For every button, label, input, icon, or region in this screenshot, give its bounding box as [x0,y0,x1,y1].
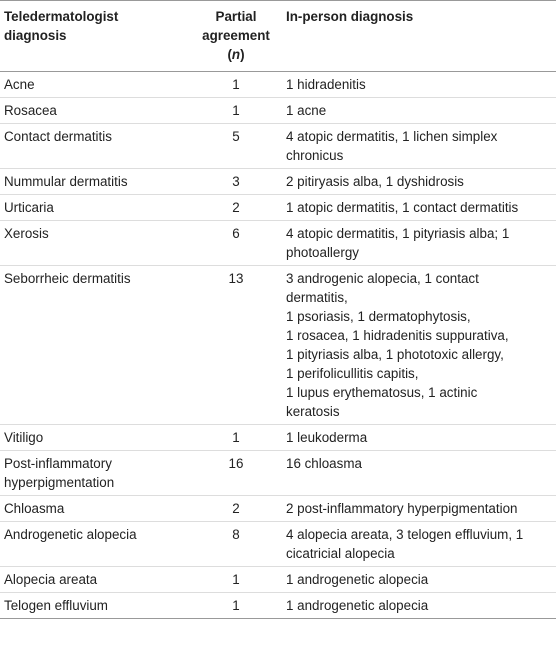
cell-in-person-diagnosis: 4 atopic dermatitis, 1 lichen simplex chronicus [282,124,556,169]
cell-in-person-diagnosis: 3 androgenic alopecia, 1 contact dermatitis, 1 psoriasis, 1 dermatophytosis, 1 rosacea, 1 hidradenitis suppurativa, 1 pityriasis alba, 1 phototoxic allergy, 1 perifolicullitis capitis, 1 lupus erythematosus, 1 actinic keratosis [282,266,556,425]
cell-partial-agreement: 8 [190,522,282,567]
table-row [0,266,556,425]
cell-teledermatologist-diagnosis: Seborrheic dermatitis [0,266,190,425]
cell-teledermatologist-diagnosis: Post-inflammatory hyperpigmentation [0,451,190,496]
cell-teledermatologist-diagnosis: Alopecia areata [0,567,190,593]
cell-in-person-diagnosis: 1 androgenetic alopecia [282,593,556,619]
cell-partial-agreement: 6 [190,221,282,266]
cell-in-person-diagnosis: 16 chloasma [282,451,556,496]
cell-teledermatologist-diagnosis: Rosacea [0,98,190,124]
table-row [0,98,556,124]
header-in-person-diagnosis: In-person diagnosis [282,1,556,72]
cell-teledermatologist-diagnosis: Nummular dermatitis [0,169,190,195]
table-row [0,72,556,98]
table-row [0,124,556,169]
cell-in-person-diagnosis: 4 atopic dermatitis, 1 pityriasis alba; 1 photoallergy [282,221,556,266]
table-body [0,72,556,619]
cell-in-person-diagnosis: 2 post-inflammatory hyperpigmentation [282,496,556,522]
cell-teledermatologist-diagnosis: Xerosis [0,221,190,266]
table-row [0,195,556,221]
cell-partial-agreement: 2 [190,195,282,221]
cell-partial-agreement: 16 [190,451,282,496]
cell-teledermatologist-diagnosis: Vitiligo [0,425,190,451]
header-partial-agreement: Partial agreement (n) [190,1,282,72]
table-row [0,496,556,522]
cell-teledermatologist-diagnosis: Contact dermatitis [0,124,190,169]
table-row [0,567,556,593]
cell-in-person-diagnosis: 2 pitiryasis alba, 1 dyshidrosis [282,169,556,195]
cell-in-person-diagnosis: 1 atopic dermatitis, 1 contact dermatitis [282,195,556,221]
cell-partial-agreement: 5 [190,124,282,169]
cell-partial-agreement: 1 [190,72,282,98]
header-teledermatologist-diagnosis: Teledermatologist diagnosis [0,1,190,72]
cell-teledermatologist-diagnosis: Chloasma [0,496,190,522]
table-row [0,522,556,567]
cell-in-person-diagnosis: 1 leukoderma [282,425,556,451]
table-row [0,221,556,266]
cell-teledermatologist-diagnosis: Acne [0,72,190,98]
cell-partial-agreement: 13 [190,266,282,425]
cell-in-person-diagnosis: 1 hidradenitis [282,72,556,98]
cell-partial-agreement: 1 [190,593,282,619]
table-row [0,593,556,619]
table-row [0,425,556,451]
cell-partial-agreement: 1 [190,425,282,451]
cell-partial-agreement: 3 [190,169,282,195]
table-header [0,1,556,72]
cell-partial-agreement: 1 [190,98,282,124]
cell-partial-agreement: 1 [190,567,282,593]
cell-in-person-diagnosis: 4 alopecia areata, 3 telogen effluvium, 1 cicatricial alopecia [282,522,556,567]
cell-teledermatologist-diagnosis: Urticaria [0,195,190,221]
cell-in-person-diagnosis: 1 acne [282,98,556,124]
cell-in-person-diagnosis: 1 androgenetic alopecia [282,567,556,593]
cell-partial-agreement: 2 [190,496,282,522]
cell-teledermatologist-diagnosis: Androgenetic alopecia [0,522,190,567]
header-row [0,1,556,72]
table-row [0,169,556,195]
table-row [0,451,556,496]
cell-teledermatologist-diagnosis: Telogen effluvium [0,593,190,619]
